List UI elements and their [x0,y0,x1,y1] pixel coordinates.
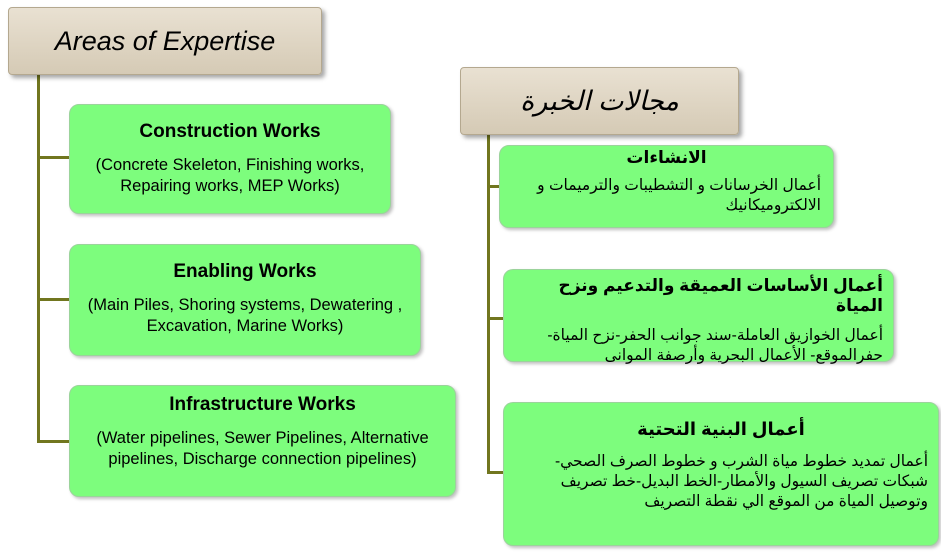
infrastructure-works-title: Infrastructure Works [169,394,356,415]
arabic-header [460,67,739,135]
english-header [8,7,322,75]
infrastructure-works-desc: (Water pipelines, Sewer Pipelines, Alternative pipelines, Discharge connection pipelines) [96,429,429,468]
en-branch-line-2 [37,298,70,301]
enabling-works-box [69,244,421,356]
en-branch-line-1 [37,156,70,159]
arabic-enabling-title: أعمال الأساسات العميقة والتدعيم ونزح المياة [558,276,883,315]
enabling-works-title: Enabling Works [173,261,317,282]
ar-branch-line-2 [487,317,504,320]
arabic-enabling-box [503,269,894,362]
arabic-construction-box [499,145,834,228]
en-trunk-line [37,73,40,443]
arabic-construction-desc: أعمال الخرسانات و التشطيبات والترميمات و الالكتروميكانيك [537,177,821,214]
arabic-header-text: مجالات الخبرة [520,85,679,116]
construction-works-desc: (Concrete Skeleton, Finishing works, Repairing works, MEP Works) [95,156,365,195]
enabling-works-desc: (Main Piles, Shoring systems, Dewatering , Excavation, Marine Works) [87,296,403,335]
arabic-enabling-desc: أعمال الخوازيق العاملة-سند جوانب الحفر-نزح المياة- حفرالموقع- الأعمال البحرية وأرصفة الموانى [547,327,883,364]
arabic-infrastructure-box [503,402,939,546]
construction-works-box [69,104,391,214]
english-header-text: Areas of Expertise [54,25,276,56]
arabic-infrastructure-title: أعمال البنية التحتية [637,419,805,439]
ar-branch-line-3 [487,471,504,474]
arabic-construction-title: الانشاءات [626,148,707,167]
arabic-infrastructure-desc: أعمال تمديد خطوط مياة الشرب و خطوط الصرف الصحي- شبكات تصريف السيول والأمطار-الخط البديل-خط تصريف وتوصيل المياة من الموقع الي نقطة التصريف [554,453,928,510]
infrastructure-works-box [69,385,456,497]
construction-works-title: Construction Works [139,121,321,142]
en-branch-line-3 [37,440,70,443]
